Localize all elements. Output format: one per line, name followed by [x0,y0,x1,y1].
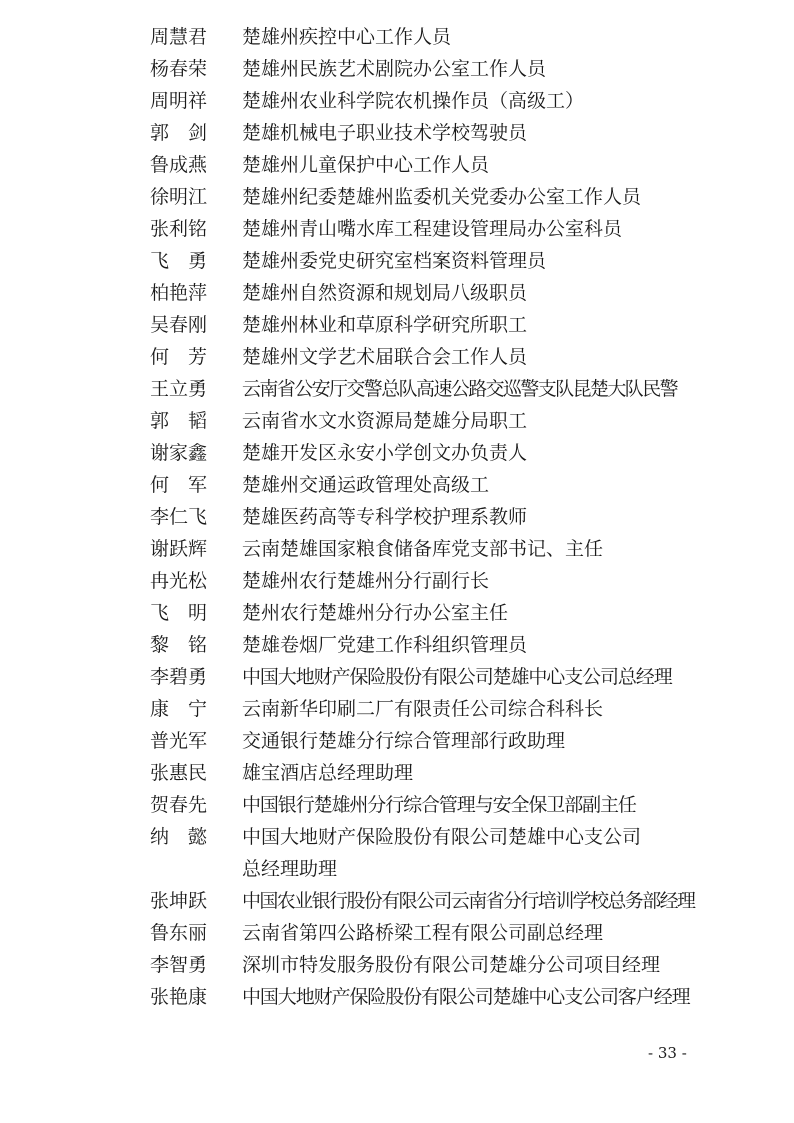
person-position: 深圳市特发服务股份有限公司楚雄分公司项目经理 [242,954,661,976]
person-position: 楚雄机械电子职业技术学校驾驶员 [242,122,528,144]
list-item [150,789,750,821]
list-item [150,949,750,981]
person-name: 郭剑 [150,122,227,144]
list-item [150,693,750,725]
person-name: 黎铭 [150,634,227,656]
person-position: 楚雄卷烟厂党建工作科组织管理员 [242,634,528,656]
person-position: 中国大地财产保险股份有限公司楚雄中心支公司 [242,826,642,848]
person-name: 柏艳萍 [150,282,208,304]
person-position: 楚州农行楚雄州分行办公室主任 [242,602,509,624]
list-item [150,469,750,501]
person-position: 中国农业银行股份有限公司云南省分行培训学校总务部经理 [242,890,695,912]
person-name: 鲁成燕 [150,154,208,176]
list-item [150,917,750,949]
list-item [150,757,750,789]
list-item-continuation [150,853,750,885]
list-item [150,533,750,565]
member-list [150,21,750,1013]
list-item [150,725,750,757]
person-name: 李智勇 [150,954,208,976]
person-name: 郭韬 [150,410,227,432]
list-item [150,981,750,1013]
list-item [150,53,750,85]
person-name: 普光军 [150,730,208,752]
list-item [150,341,750,373]
person-name: 鲁东丽 [150,922,208,944]
person-position: 楚雄州纪委楚雄州监委机关党委办公室工作人员 [242,186,642,208]
list-item [150,309,750,341]
person-position: 楚雄州交通运政管理处高级工 [242,474,490,496]
person-position: 楚雄州青山嘴水库工程建设管理局办公室科员 [242,218,623,240]
person-position: 云南省水文水资源局楚雄分局职工 [242,410,528,432]
list-item [150,85,750,117]
list-item [150,21,750,53]
person-position: 雄宝酒店总经理助理 [242,762,414,784]
list-item [150,245,750,277]
person-name: 何军 [150,474,227,496]
person-name: 飞明 [150,602,227,624]
person-name: 何芳 [150,346,227,368]
person-position: 中国大地财产保险股份有限公司楚雄中心支公司客户经理 [242,986,690,1008]
list-item [150,629,750,661]
person-position-continued: 总经理助理 [242,858,338,880]
person-name: 吴春刚 [150,314,208,336]
list-item [150,501,750,533]
list-item [150,885,750,917]
person-position: 交通银行楚雄分行综合管理部行政助理 [242,730,566,752]
person-position: 中国大地财产保险股份有限公司楚雄中心支公司总经理 [242,666,672,688]
person-position: 云南省公安厅交警总队高速公路交巡警支队昆楚大队民警 [242,378,678,400]
person-position: 云南省第四公路桥梁工程有限公司副总经理 [242,922,604,944]
person-position: 楚雄州文学艺术届联合会工作人员 [242,346,528,368]
list-item [150,437,750,469]
person-position: 中国银行楚雄州分行综合管理与安全保卫部副主任 [242,794,636,816]
list-item [150,213,750,245]
list-item [150,821,750,853]
person-name: 张坤跃 [150,890,208,912]
person-position: 楚雄州林业和草原科学研究所职工 [242,314,528,336]
person-name: 康宁 [150,698,227,720]
page-number: - 33 - [648,1044,687,1062]
list-item [150,373,750,405]
person-name: 李仁飞 [150,506,208,528]
person-name: 飞勇 [150,250,227,272]
person-name: 谢跃辉 [150,538,208,560]
person-position: 云南新华印刷二厂有限责任公司综合科科长 [242,698,604,720]
person-name: 周慧君 [150,26,208,48]
person-name: 周明祥 [150,90,208,112]
list-item [150,597,750,629]
person-position: 楚雄州委党史研究室档案资料管理员 [242,250,547,272]
list-item [150,277,750,309]
name-spacer [150,853,242,885]
list-item [150,565,750,597]
person-name: 谢家鑫 [150,442,208,464]
list-item [150,405,750,437]
person-position: 楚雄州自然资源和规划局八级职员 [242,282,528,304]
person-position: 楚雄州民族艺术剧院办公室工作人员 [242,58,547,80]
list-item [150,661,750,693]
person-name: 贺春先 [150,794,208,816]
person-position: 云南楚雄国家粮食储备库党支部书记、主任 [242,538,604,560]
person-position: 楚雄医药高等专科学校护理系教师 [242,506,528,528]
person-name: 杨春荣 [150,58,208,80]
person-name: 纳懿 [150,826,227,848]
person-position: 楚雄州农行楚雄州分行副行长 [242,570,490,592]
person-name: 王立勇 [150,378,208,400]
person-name: 张惠民 [150,762,208,784]
person-position: 楚雄开发区永安小学创文办负责人 [242,442,528,464]
list-item [150,149,750,181]
person-name: 张艳康 [150,986,208,1008]
list-item [150,117,750,149]
list-item [150,181,750,213]
person-name: 张利铭 [150,218,208,240]
person-name: 徐明江 [150,186,208,208]
person-position: 楚雄州儿童保护中心工作人员 [242,154,490,176]
person-position: 楚雄州疾控中心工作人员 [242,26,452,48]
person-name: 冉光松 [150,570,208,592]
person-name: 李碧勇 [150,666,208,688]
person-position: 楚雄州农业科学院农机操作员（高级工） [242,90,585,112]
